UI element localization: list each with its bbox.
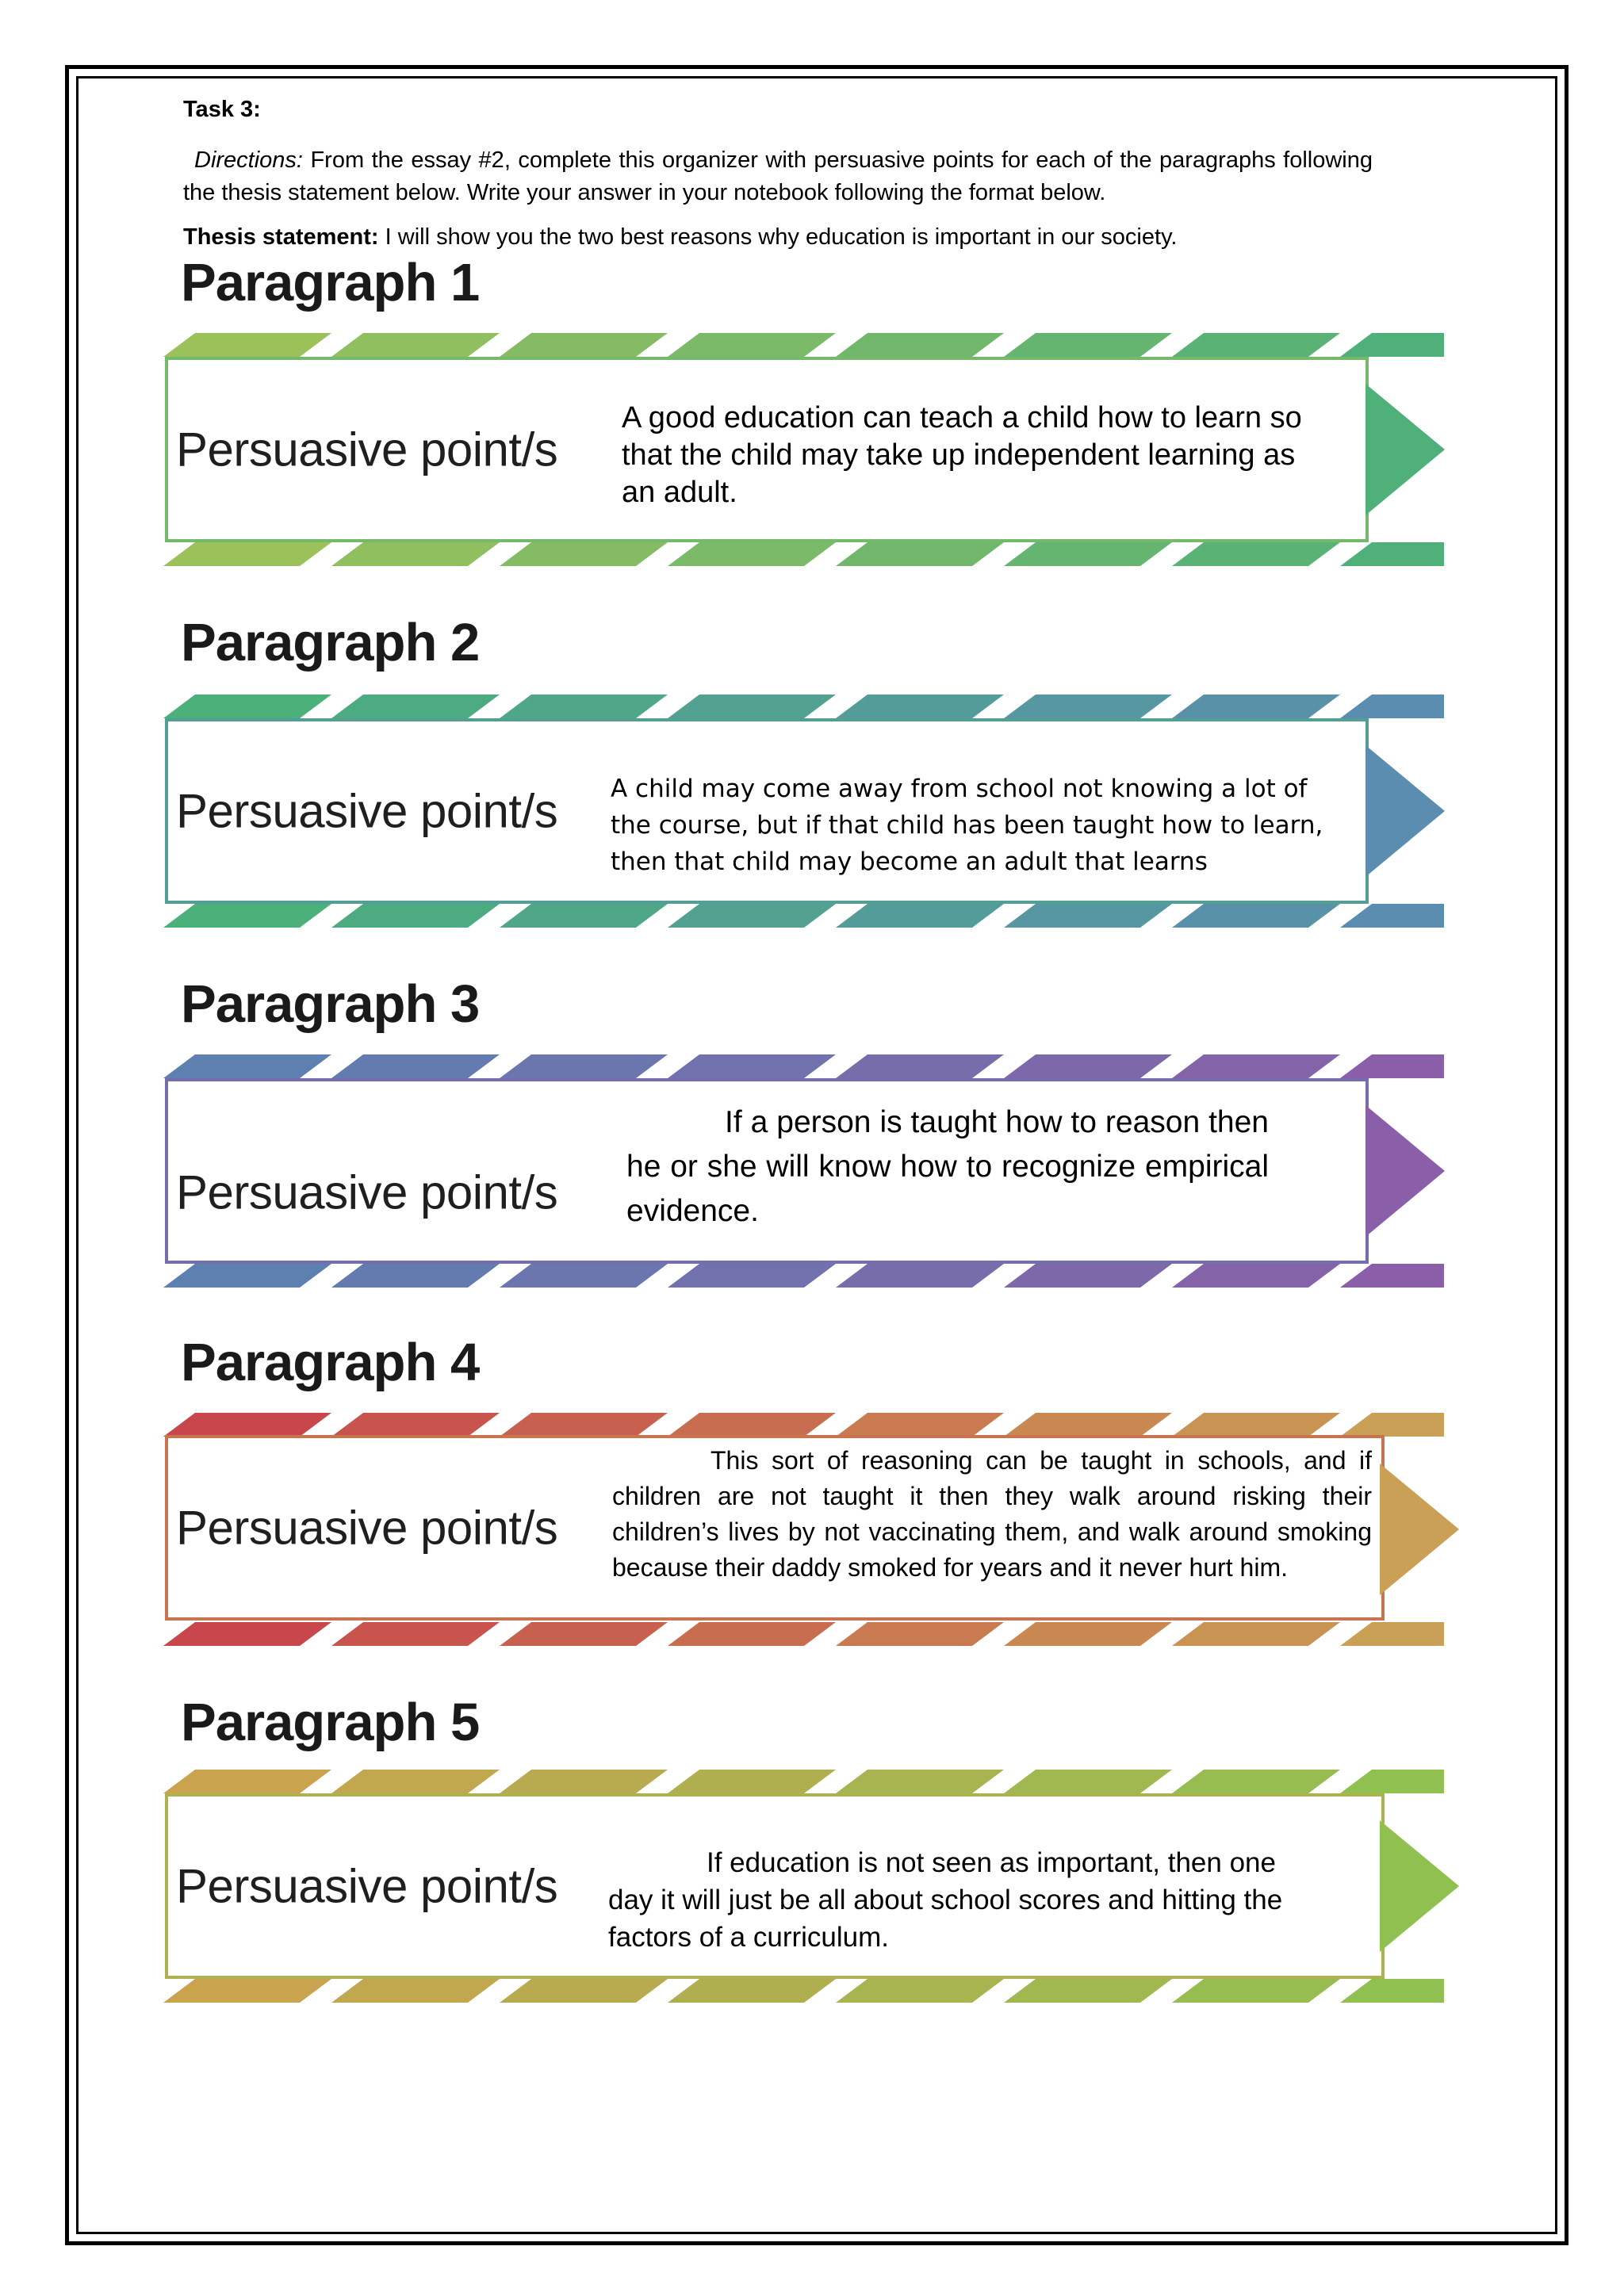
paragraph-4-bottom-band (163, 1622, 1444, 1646)
paragraph-2-box (165, 718, 1369, 904)
paragraph-4-arrow-icon (1380, 1464, 1459, 1595)
thesis-text: I will show you the two best reasons why education is important in our society. (385, 224, 1178, 250)
directions-text: From the essay #2, complete this organizer with persuasive points for each of the paragraphs following the thesis statement below. Write your answer in your notebook following the format below. (183, 147, 1373, 205)
directions-label: Directions: (194, 147, 303, 173)
paragraph-1-arrow-icon (1365, 384, 1445, 515)
paragraph-5-bottom-band (163, 1979, 1444, 2003)
paragraph-3-top-band (163, 1054, 1444, 1078)
paragraph-1-bottom-band (163, 542, 1444, 566)
paragraph-2-point-label: Persuasive point/s (176, 784, 558, 838)
paragraph-3-answer: If a person is taught how to reason then he or she will know how to recognize empirical evidence. (626, 1105, 1269, 1228)
paragraph-2-answer: A child may come away from school not knowing a lot of the course, but if that child has been taught how to learn, then that child may become an adult that learns (611, 775, 1323, 876)
thesis-label: Thesis statement: (183, 224, 379, 250)
paragraph-1-point-label: Persuasive point/s (176, 423, 558, 476)
paragraph-4-top-band (163, 1413, 1444, 1437)
paragraph-3-arrow-icon (1365, 1105, 1445, 1237)
paragraph-4-heading: Paragraph 4 (181, 1333, 480, 1392)
paragraph-1-box (165, 357, 1369, 542)
paragraph-5-point-label: Persuasive point/s (176, 1859, 558, 1913)
paragraph-1-top-band (163, 333, 1444, 357)
paragraph-3-bottom-band (163, 1264, 1444, 1288)
paragraph-2-arrow-icon (1365, 745, 1445, 877)
paragraph-4-answer: This sort of reasoning can be taught in schools, and if children are not taught it then they walk around risking their children’s lives by not vaccinating them, and walk around smoking because their daddy smoked for years and it never hurt him. (612, 1446, 1372, 1582)
paragraph-4-point-label: Persuasive point/s (176, 1501, 558, 1555)
paragraph-5-top-band (163, 1770, 1444, 1793)
paragraph-2-bottom-band (163, 904, 1444, 928)
task-title: Task 3: (183, 97, 261, 122)
paragraph-3-point-label: Persuasive point/s (176, 1165, 558, 1219)
paragraph-3-heading: Paragraph 3 (181, 974, 480, 1034)
paragraph-5-answer: If education is not seen as important, then one day it will just be all about school scores and hitting the factors of a curriculum. (608, 1847, 1283, 1953)
directions (183, 144, 1373, 209)
paragraph-1-heading: Paragraph 1 (181, 253, 480, 312)
paragraph-5-arrow-icon (1380, 1820, 1459, 1952)
paragraph-2-heading: Paragraph 2 (181, 613, 480, 672)
paragraph-4-box (165, 1435, 1385, 1621)
paragraph-2-top-band (163, 695, 1444, 718)
paragraph-5-box (165, 1793, 1385, 1979)
paragraph-3-box (165, 1078, 1369, 1264)
thesis-statement (183, 224, 1177, 251)
paragraph-5-heading: Paragraph 5 (181, 1693, 480, 1752)
paragraph-1-answer: A good education can teach a child how to learn so that the child may take up independent learning as an adult. (622, 401, 1302, 509)
